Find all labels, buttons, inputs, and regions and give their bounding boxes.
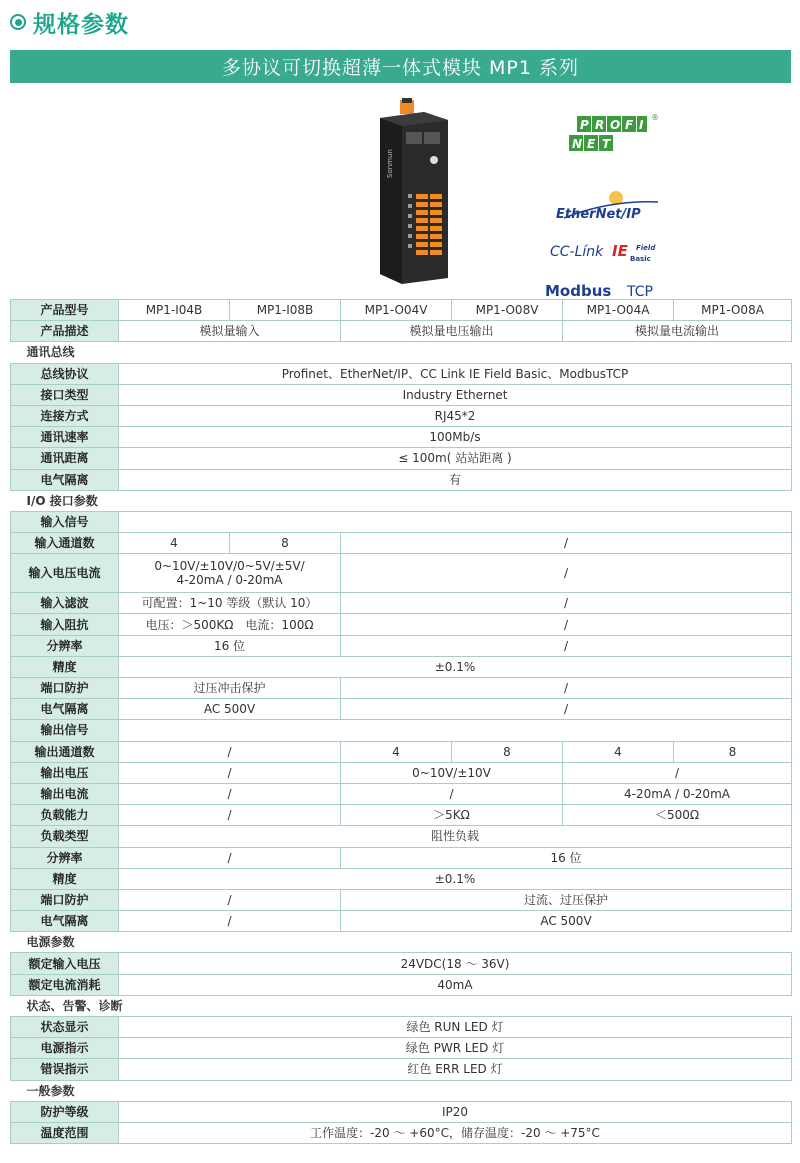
- row-label: 电源指示: [11, 1038, 119, 1059]
- subsection-heading: 输出信号: [11, 720, 119, 741]
- table-row: [11, 1101, 792, 1122]
- table-row: [11, 805, 792, 826]
- value-cell: 8: [230, 533, 341, 554]
- section-header: [10, 6, 129, 38]
- slash-cell: /: [563, 762, 792, 783]
- table-row: [11, 911, 792, 932]
- svg-text:IE: IE: [612, 242, 628, 260]
- value-cell: AC 500V: [119, 699, 341, 720]
- table-row: [11, 405, 792, 426]
- model-cell: MP1-O08V: [452, 300, 563, 321]
- product-hero: [10, 88, 791, 300]
- desc-cell: 模拟量电流输出: [563, 321, 792, 342]
- table-row: [11, 1038, 792, 1059]
- table-row: [11, 1017, 792, 1038]
- slash-cell: /: [119, 783, 341, 804]
- table-row: [11, 614, 792, 635]
- section-heading: 电源参数: [11, 932, 792, 953]
- svg-text:O: O: [610, 118, 621, 132]
- section-heading: I/O 接口参数: [11, 490, 792, 511]
- value-cell: 8: [452, 741, 563, 762]
- slash-cell: /: [341, 635, 792, 656]
- row-label: 额定电流消耗: [11, 974, 119, 995]
- row-label: 端口防护: [11, 678, 119, 699]
- table-row: [11, 554, 792, 593]
- value-cell: 16 位: [119, 635, 341, 656]
- svg-text:E: E: [587, 137, 596, 151]
- value-cell: 有: [119, 469, 792, 490]
- table-row: [11, 300, 792, 321]
- value-cell: 4-20mA / 0-20mA: [563, 783, 792, 804]
- table-row: [11, 469, 792, 490]
- model-cell: MP1-O04V: [341, 300, 452, 321]
- slash-cell: /: [341, 783, 563, 804]
- slash-cell: /: [119, 762, 341, 783]
- table-row: [11, 448, 792, 469]
- table-row: [11, 656, 792, 677]
- row-label: 额定输入电压: [11, 953, 119, 974]
- svg-text:CC-Línk: CC-Línk: [550, 244, 604, 260]
- table-row: [11, 363, 792, 384]
- svg-text:F: F: [625, 118, 634, 132]
- table-row: [11, 974, 792, 995]
- row-label: 通讯速率: [11, 427, 119, 448]
- row-label: 输入滤波: [11, 593, 119, 614]
- row-label: 输入电压电流: [11, 554, 119, 593]
- empty-cell: [119, 720, 792, 741]
- value-cell: IP20: [119, 1101, 792, 1122]
- table-row: [11, 868, 792, 889]
- section-heading: 通讯总线: [11, 342, 792, 363]
- table-row: [11, 321, 792, 342]
- row-label: 精度: [11, 656, 119, 677]
- row-label: 端口防护: [11, 889, 119, 910]
- value-cell: 电压：＞500KΩ 电流：100Ω: [119, 614, 341, 635]
- table-row: [11, 593, 792, 614]
- value-cell: 100Mb/s: [119, 427, 792, 448]
- row-label: 防护等级: [11, 1101, 119, 1122]
- table-row: [11, 678, 792, 699]
- value-cell: 阻性负载: [119, 826, 792, 847]
- svg-text:T: T: [602, 137, 611, 151]
- value-cell: 过压冲击保护: [119, 678, 341, 699]
- svg-text:I: I: [639, 118, 644, 132]
- value-cell: 可配置：1~10 等级（默认 10）: [119, 593, 341, 614]
- value-cell: 过流、过压保护: [341, 889, 792, 910]
- cclink-logo: [550, 240, 670, 272]
- profinet-logo: [567, 110, 662, 160]
- slash-cell: /: [341, 678, 792, 699]
- slash-cell: /: [119, 847, 341, 868]
- svg-text:Modbus: Modbus: [545, 282, 612, 300]
- table-row: [11, 847, 792, 868]
- row-label: 状态显示: [11, 1017, 119, 1038]
- subsection-row: [11, 511, 792, 532]
- row-label: 输出通道数: [11, 741, 119, 762]
- value-cell: 40mA: [119, 974, 792, 995]
- svg-text:R: R: [595, 118, 605, 132]
- row-label: 负载能力: [11, 805, 119, 826]
- value-cell: ±0.1%: [119, 868, 792, 889]
- svg-text:®: ®: [651, 113, 659, 122]
- section-row: [11, 490, 792, 511]
- value-cell: [119, 554, 341, 593]
- row-label: 精度: [11, 868, 119, 889]
- subsection-row: [11, 720, 792, 741]
- circle-bullet-icon: [10, 14, 26, 30]
- slash-cell: /: [341, 554, 792, 593]
- empty-cell: [119, 511, 792, 532]
- value-cell: Industry Ethernet: [119, 384, 792, 405]
- model-cell: MP1-O08A: [674, 300, 792, 321]
- value-cell: 4: [341, 741, 452, 762]
- section-row: [11, 932, 792, 953]
- value-cell: 4: [563, 741, 674, 762]
- table-row: [11, 783, 792, 804]
- subsection-heading: 输入信号: [11, 511, 119, 532]
- value-cell: 8: [674, 741, 792, 762]
- value-cell: Profinet、EtherNet/IP、CC Link IE Field Basic、ModbusTCP: [119, 363, 792, 384]
- table-row: [11, 699, 792, 720]
- row-label: 温度范围: [11, 1122, 119, 1143]
- model-cell: MP1-O04A: [563, 300, 674, 321]
- row-label: 电气隔离: [11, 469, 119, 490]
- slash-cell: /: [119, 889, 341, 910]
- section-heading: 状态、告警、诊断: [11, 995, 792, 1016]
- value-cell: AC 500V: [341, 911, 792, 932]
- spec-table: [10, 299, 792, 1144]
- model-cell: MP1-I08B: [230, 300, 341, 321]
- row-label: 分辨率: [11, 847, 119, 868]
- table-row: [11, 635, 792, 656]
- slash-cell: /: [119, 805, 341, 826]
- section-title: 规格参数: [33, 11, 129, 38]
- row-label: 输入阻抗: [11, 614, 119, 635]
- svg-text:P: P: [580, 118, 589, 132]
- value-cell: RJ45*2: [119, 405, 792, 426]
- input-range-line: 0~10V/±10V/0~5V/±5V/: [154, 559, 305, 574]
- table-row: [11, 384, 792, 405]
- row-label: 电气隔离: [11, 699, 119, 720]
- row-label: 产品型号: [11, 300, 119, 321]
- slash-cell: /: [341, 533, 792, 554]
- svg-text:N: N: [572, 137, 583, 151]
- section-row: [11, 342, 792, 363]
- device-brand: Sonmun: [386, 149, 394, 178]
- desc-cell: 模拟量电压输出: [341, 321, 563, 342]
- ethernetip-logo: [554, 188, 664, 228]
- table-row: [11, 533, 792, 554]
- section-row: [11, 995, 792, 1016]
- value-cell: 工作温度：-20 ～ +60°C，储存温度：-20 ～ +75°C: [119, 1122, 792, 1143]
- table-row: [11, 826, 792, 847]
- section-row: [11, 1080, 792, 1101]
- svg-text:EtherNet/IP: EtherNet/IP: [556, 207, 641, 222]
- value-cell: ＞5KΩ: [341, 805, 563, 826]
- row-label: 通讯距离: [11, 448, 119, 469]
- row-label: 连接方式: [11, 405, 119, 426]
- row-label: 总线协议: [11, 363, 119, 384]
- slash-cell: /: [341, 593, 792, 614]
- value-cell: 绿色 PWR LED 灯: [119, 1038, 792, 1059]
- table-row: [11, 953, 792, 974]
- slash-cell: /: [119, 741, 341, 762]
- value-cell: ±0.1%: [119, 656, 792, 677]
- desc-cell: 模拟量输入: [119, 321, 341, 342]
- row-label: 电气隔离: [11, 911, 119, 932]
- value-cell: 绿色 RUN LED 灯: [119, 1017, 792, 1038]
- value-cell: 16 位: [341, 847, 792, 868]
- section-heading: 一般参数: [11, 1080, 792, 1101]
- product-banner: 多协议可切换超薄一体式模块 MP1 系列: [10, 50, 791, 83]
- row-label: 错误指示: [11, 1059, 119, 1080]
- value-cell: ＜500Ω: [563, 805, 792, 826]
- table-row: [11, 427, 792, 448]
- model-cell: MP1-I04B: [119, 300, 230, 321]
- value-cell: 0~10V/±10V: [341, 762, 563, 783]
- table-row: [11, 762, 792, 783]
- row-label: 输入通道数: [11, 533, 119, 554]
- table-row: [11, 1122, 792, 1143]
- row-label: 负载类型: [11, 826, 119, 847]
- value-cell: 24VDC(18 ～ 36V): [119, 953, 792, 974]
- table-row: [11, 889, 792, 910]
- row-label: 接口类型: [11, 384, 119, 405]
- device-image: [372, 98, 452, 288]
- row-label: 输出电压: [11, 762, 119, 783]
- value-cell: ≤ 100m( 站站距离 ): [119, 448, 792, 469]
- table-row: [11, 1059, 792, 1080]
- slash-cell: /: [341, 699, 792, 720]
- svg-text:Field: Field: [636, 244, 656, 252]
- row-label: 产品描述: [11, 321, 119, 342]
- slash-cell: /: [119, 911, 341, 932]
- value-cell: 4: [119, 533, 230, 554]
- table-row: [11, 741, 792, 762]
- input-range-line: 4-20mA / 0-20mA: [176, 573, 283, 588]
- svg-text:Basic: Basic: [630, 255, 651, 263]
- svg-text:TCP: TCP: [627, 284, 653, 300]
- row-label: 输出电流: [11, 783, 119, 804]
- slash-cell: /: [341, 614, 792, 635]
- value-cell: 红色 ERR LED 灯: [119, 1059, 792, 1080]
- row-label: 分辨率: [11, 635, 119, 656]
